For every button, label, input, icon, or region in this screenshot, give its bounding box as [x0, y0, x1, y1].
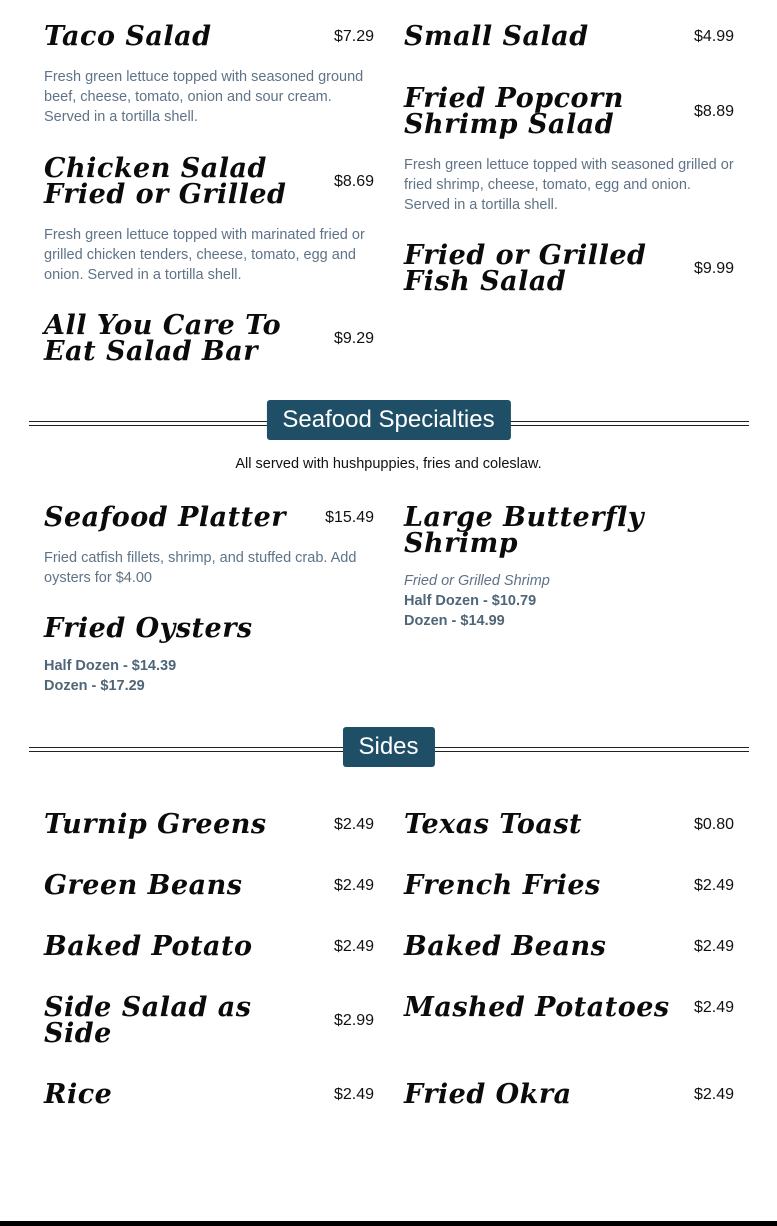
item-name: Chicken Salad Fried or Grilled — [44, 153, 287, 210]
item-price: $9.29 — [333, 330, 374, 347]
menu-item — [44, 870, 374, 901]
item-name: All You Care To Eat Salad Bar — [44, 310, 282, 367]
menu-item — [44, 809, 374, 840]
item-name: Mashed Potatoes — [404, 992, 670, 1023]
half-dozen-price: Half Dozen - $10.79 — [404, 593, 537, 609]
item-price: $2.49 — [333, 877, 374, 894]
item-description: Fresh green lettuce topped with seasoned grilled or fried shrimp, cheese, tomato, egg and onion. Served in a tortilla shell. — [404, 157, 734, 213]
menu-item — [404, 240, 734, 297]
item-price: $2.49 — [693, 999, 734, 1016]
menu-item — [44, 502, 374, 588]
menu-item — [44, 613, 374, 696]
menu-item — [404, 870, 734, 901]
item-description: Fried catfish fillets, shrimp, and stuffed crab. Add oysters for $4.00 — [44, 550, 357, 586]
item-price: $2.49 — [693, 938, 734, 955]
item-name: Green Beans — [44, 870, 243, 901]
item-name: Taco Salad — [44, 21, 212, 52]
menu-item — [404, 809, 734, 840]
bottom-border — [0, 1221, 777, 1226]
item-price: $9.99 — [693, 260, 734, 277]
item-price: $15.49 — [325, 509, 374, 526]
item-price: $2.49 — [693, 877, 734, 894]
item-name: Fried or Grilled Fish Salad — [404, 240, 647, 297]
item-price: $8.69 — [333, 173, 374, 190]
menu-item — [404, 502, 734, 631]
menu-item — [404, 1079, 734, 1110]
item-name: Seafood Platter — [44, 502, 286, 533]
item-name: Texas Toast — [404, 809, 583, 840]
item-name: Fried Popcorn Shrimp Salad — [404, 83, 624, 140]
item-description: Fresh green lettuce topped with seasoned ground beef, cheese, tomato, onion and sour cream. Served in a tortilla shell. — [44, 69, 364, 125]
menu-item — [404, 83, 734, 215]
item-name: Small Salad — [404, 21, 589, 52]
item-price: $0.80 — [693, 816, 734, 833]
item-name: Rice — [44, 1079, 113, 1110]
item-name: Fried Oysters — [44, 613, 253, 644]
section-title-sides: Sides — [342, 727, 434, 767]
item-name: Baked Beans — [404, 931, 607, 962]
menu-item — [44, 21, 374, 127]
section-title-seafood: Seafood Specialties — [266, 400, 510, 440]
item-price: $2.49 — [333, 1086, 374, 1103]
item-name: Turnip Greens — [44, 809, 267, 840]
item-pricing — [44, 656, 374, 696]
menu-item — [44, 992, 374, 1049]
dozen-price: Dozen - $14.99 — [404, 613, 505, 629]
item-price: $2.99 — [333, 1012, 374, 1029]
item-price: $4.99 — [693, 28, 734, 45]
item-price: $2.49 — [333, 816, 374, 833]
menu-item — [44, 310, 374, 367]
item-name: Fried Okra — [404, 1079, 572, 1110]
item-description: Fresh green lettuce topped with marinated fried or grilled chicken tenders, cheese, tomato, egg and onion. Served in a tortilla shell. — [44, 227, 365, 283]
menu-item — [44, 931, 374, 962]
item-name: Side Salad as Side — [44, 992, 252, 1049]
item-price: $2.49 — [693, 1086, 734, 1103]
half-dozen-price: Half Dozen - $14.39 — [44, 658, 177, 674]
item-variant: Fried or Grilled Shrimp — [404, 573, 550, 589]
item-price: $2.49 — [333, 938, 374, 955]
menu-item — [404, 21, 734, 52]
menu-item — [404, 992, 734, 1023]
dozen-price: Dozen - $17.29 — [44, 678, 145, 694]
item-price: $8.89 — [693, 103, 734, 120]
item-name: Large Butterfly Shrimp — [404, 502, 645, 559]
menu-item — [44, 1079, 374, 1110]
item-name: French Fries — [404, 870, 601, 901]
item-price: $7.29 — [333, 28, 374, 45]
menu-item — [44, 153, 374, 285]
item-pricing — [404, 571, 734, 631]
item-name: Baked Potato — [44, 931, 253, 962]
section-note: All served with hushpuppies, fries and coleslaw. — [235, 456, 542, 472]
menu-item — [404, 931, 734, 962]
